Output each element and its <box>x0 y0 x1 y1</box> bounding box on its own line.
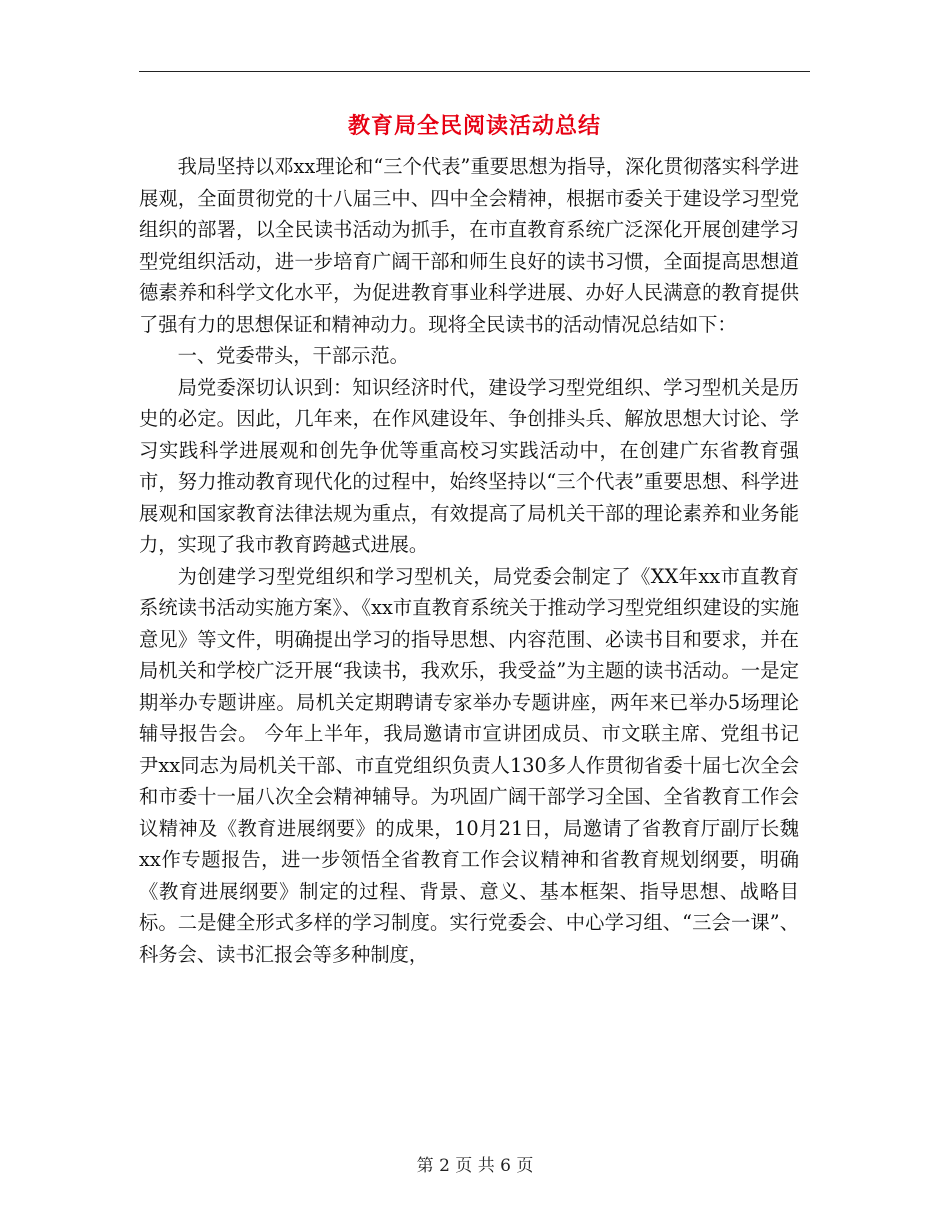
document-title: 教育局全民阅读活动总结 <box>347 114 601 139</box>
header-rule <box>139 71 810 72</box>
paragraph-party-committee: 局党委深切认识到：知识经济时代，建设学习型党组织、学习型机关是历史的必定。因此，几年来，在作风建设年、争创排头兵、解放思想大讨论、学习实践科学进展观和创先争优等重高校习实践活动中，在创建广东省教育强市，努力推动教育现代化的过程中，始终坚持以“三个代表”重要思想、科学进展观和国家教育法律法规为重点，有效提高了局机关干部的理论素养和业务能力，实现了我市教育跨越式进展。 <box>139 375 799 556</box>
paragraph-reading-plan: 为创建学习型党组织和学习型机关，局党委会制定了《XX年xx市直教育系统读书活动实施方案》、《xx市直教育系统关于推动学习型党组织建设的实施意见》等文件，明确提出学习的指导思想、内容范围、必读书目和要求，并在局机关和学校广泛开展“我读书，我欢乐，我受益”为主题的读书活动。一是定期举办专题讲座。局机关定期聘请专家举办专题讲座，两年来已举办5场理论辅导报告会。 今年上半年，我局邀请市宣讲团成员、市文联主席、党组书记尹xx同志为局机关干部、市直党组织负责人130多人作贯彻省委十届七次全会和市委十一届八次全会精神辅导。为巩固广阔干部学习全国、全省教育工作会议精神及《教育进展纲要》的成果，10月21日，局邀请了省教育厅副厅长魏xx作专题报告，进一步领悟全省教育工作会议精神和省教育规划纲要，明确《教育进展纲要》制定的过程、背景、意义、基本框架、指导思想、战略目标。二是健全形式多样的学习制度。实行党委会、中心学习组、“三会一课”、科务会、读书汇报会等多种制度， <box>139 564 799 966</box>
section-heading-1: 一、党委带头，干部示范。 <box>177 344 409 367</box>
paragraph-intro: 我局坚持以邓xx理论和“三个代表”重要思想为指导，深化贯彻落实科学进展观，全面贯彻党的十八届三中、四中全会精神，根据市委关于建设学习型党组织的部署，以全民读书活动为抓手，在市直教育系统广泛深化开展创建学习型党组织活动，进一步培育广阔干部和师生良好的读书习惯，全面提高思想道德素养和科学文化水平，为促进教育事业科学进展、办好人民满意的教育提供了强有力的思想保证和精神动力。现将全民读书的活动情况总结如下： <box>139 155 799 336</box>
page-number: 第 2 页 共 6 页 <box>416 1156 534 1176</box>
document-body <box>139 151 799 970</box>
